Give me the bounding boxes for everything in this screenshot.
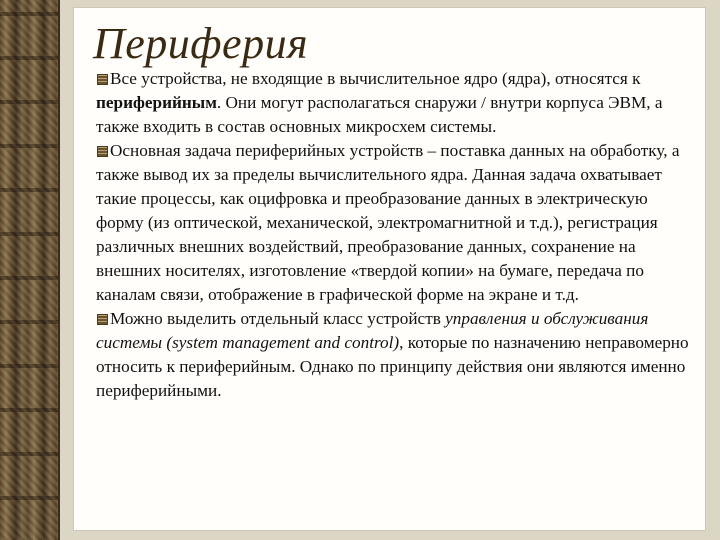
square-bullet-icon (96, 145, 108, 157)
decorative-wood-strip (0, 0, 60, 540)
bullet-text-bold: периферийным (96, 93, 217, 112)
bullet-text-segment: Можно выделить отдельный класс устройств (110, 309, 446, 328)
square-bullet-icon (96, 73, 108, 85)
slide-body (96, 67, 696, 403)
bullet-text-segment: Все устройства, не входящие в вычислительное ядро (ядра), относятся к (110, 69, 641, 88)
bullet-text-segment: Основная задача периферийных устройств – поставка данных на обработку, а также вывод их за пределы вычислительного ядра. Данная задача охватывает такие процессы, как оцифровка и преобразование данных в электрическую форму (из оптической, механической, электромагнитной и т.д.), регистрация различных внешних воздействий, преобразование данных, сохранение на внешних носителях, изготовление «твердой копии» на бумаге, передача по каналам связи, отображение в графической форме на экране и т.д. (96, 141, 680, 304)
bullet-text-segment: , которые по назначению неправомерно относить к периферийным. Однако по принципу действия они являются именно периферийными. (96, 333, 689, 400)
square-bullet-icon (96, 313, 108, 325)
bullet-text-segment: . Они могут располагаться снаружи / внутри корпуса ЭВМ, а также входить в состав основных микросхем системы. (96, 93, 663, 136)
bullet-paragraph (96, 139, 696, 307)
bullet-paragraph (96, 307, 696, 403)
bullet-paragraph (96, 67, 696, 139)
slide-title: Периферия (93, 19, 309, 68)
bullet-text-italic: управления и обслуживания системы (system management and control) (96, 309, 649, 352)
